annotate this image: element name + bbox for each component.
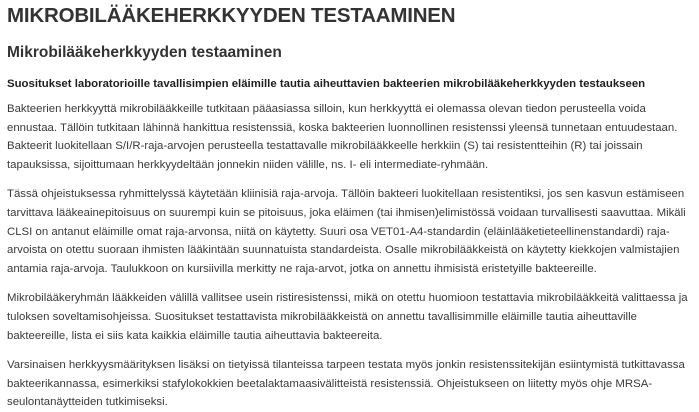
section-title: Mikrobilääkeherkkyyden testaaminen [7, 44, 282, 61]
lead-text: Suositukset laboratorioille tavallisimpien eläimille tautia aiheuttavien bakteerien mikrobilääkeherkkyyden testaukseen [7, 78, 646, 90]
paragraph-3: Mikrobilääkeryhmän lääkkeiden välillä vallitsee usein ristiresistenssi, mikä on otettu huomioon testattavia mikrobilääkkeitä valittaessa ja tuloksen soveltamisohjeissa. Suositukset testattavista mikrobilääkkeistä on annettu tavallisimmille eläimille tautia aiheuttaville bakteereille, lista ei siis kata kaikkia eläimille tautia aiheuttavia bakteereita. [7, 292, 688, 342]
paragraph-2: Tässä ohjeistuksessa ryhmittelyssä käytetään kliinisiä raja-arvoja. Tällöin bakteeri luokitellaan resistentiksi, jos sen kasvun estämiseen tarvittava lääkeainepitoisuus on suurempi kuin se pitoisuus, joka eläimen (tai ihmisen)elimistössä voidaan turvallisesti saavuttaa. Mikäli CLSI on antanut eläimille omat raja-arvonsa, niitä on käytetty. Suuri osa VET01-A4-standardin (eläinlääketieteellinenstandardi) raja-arvoista on otettu suoraan ihmisten lääkintään suunnatuista standardeista. Osalle mikrobilääkkeistä on käytetty kiekkojen valmistajien antamia raja-arvoja. Taulukkoon on kursiivilla merkitty ne raja-arvot, jotka on annettu ihmisistä eristetyille bakteereille. [7, 188, 686, 275]
page-title: MIKROBILÄÄKEHERKKYYDEN TESTAAMINEN [7, 4, 456, 27]
paragraph-4: Varsinaisen herkkyysmäärityksen lisäksi on tietyissä tilanteissa tarpeen testata myös jonkin resistenssitekijän esiintymistä tutkittavassa bakteerikannassa, esimerkiksi stafylokokkien beetalaktamaasivälitteistä resistenssiä. Ohjeistukseen on liitetty myös ohje MRSA-seulontanäytteiden tutkimiseksi. [7, 359, 685, 409]
paragraph-1: Bakteerien herkkyyttä mikrobilääkkeille tutkitaan pääasiassa silloin, kun herkkyyttä ei olemassa olevan tiedon perusteella voida ennustaa. Tällöin tutkitaan lähinnä hankittua resistenssiä, koska bakteerien luonnollinen resistenssi yleensä tunnetaan entuudestaan. Bakteerit luokitellaan S/I/R-raja-arvojen perusteella testattavalle mikrobilääkkeelle herkkiin (S) tai resistentteihin (R) tai joissain tapauksissa, sijoittumaan herkkyydeltään jonnekin niiden välille, ns. I- eli intermediate-ryhmään. [7, 103, 678, 171]
